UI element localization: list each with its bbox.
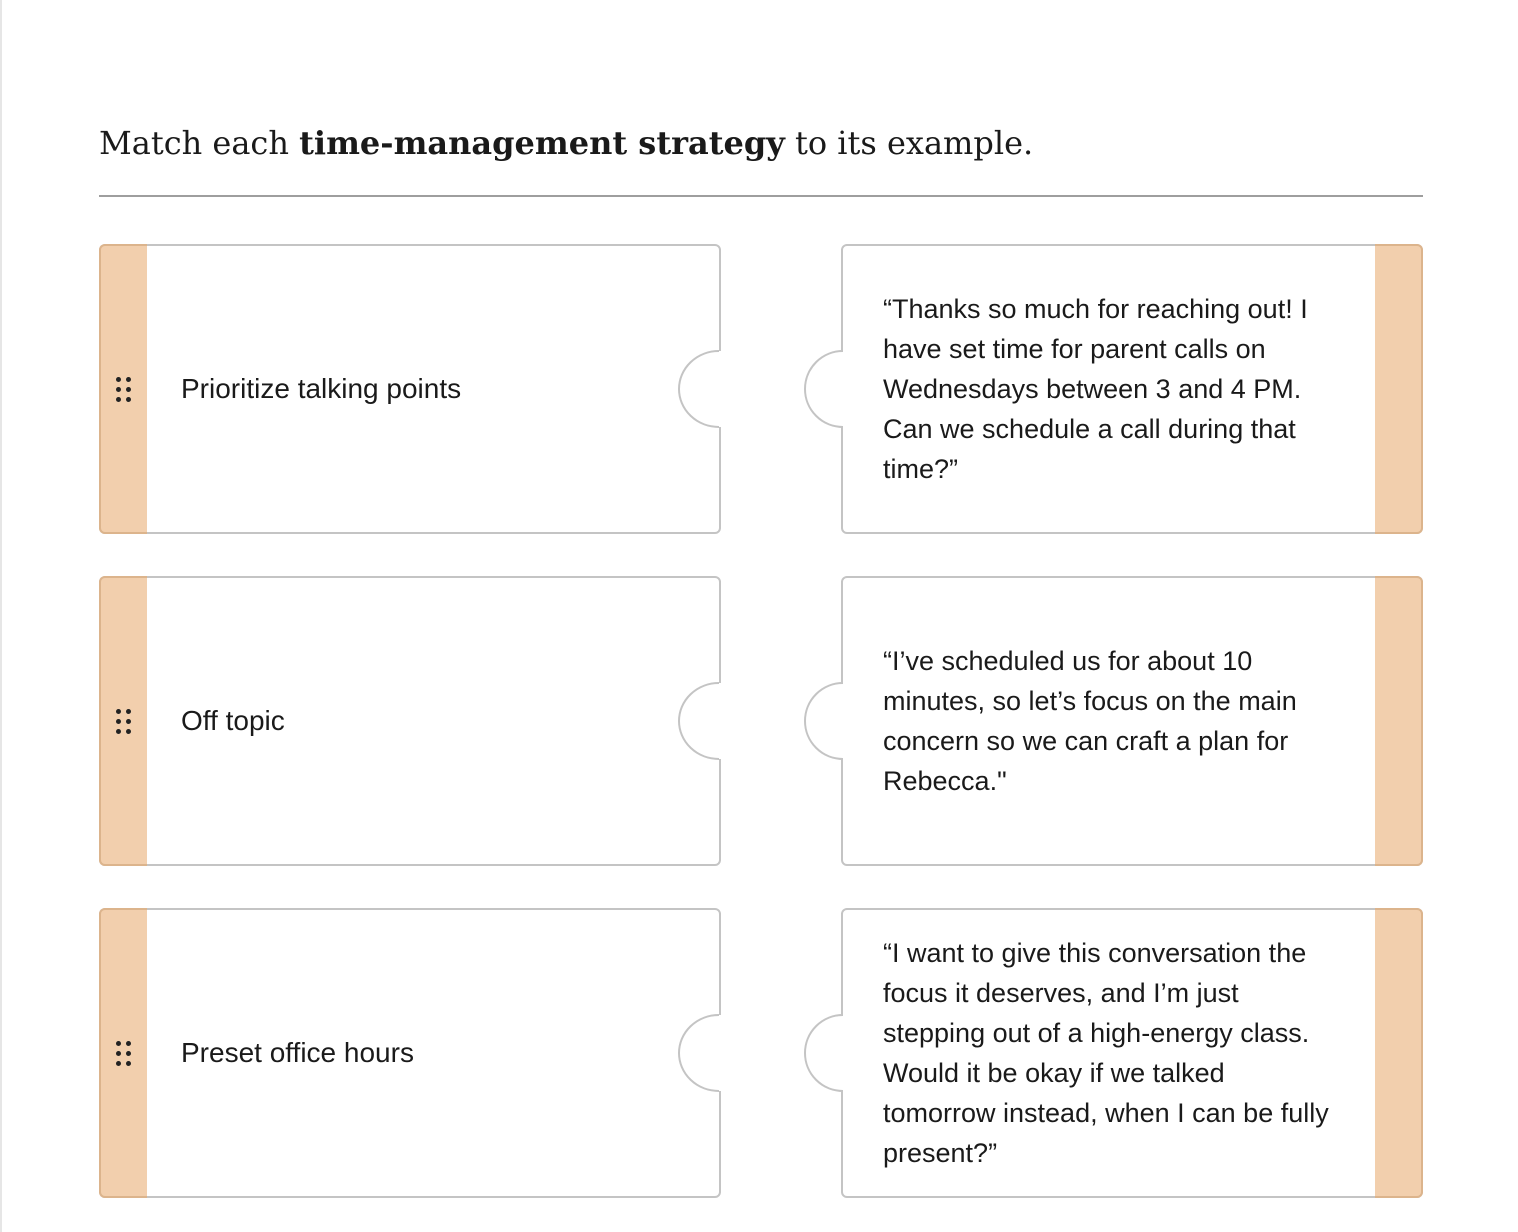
match-row (0, 244, 1518, 536)
match-row (0, 908, 1518, 1200)
socket-connector-icon (679, 349, 721, 429)
match-row (0, 576, 1518, 868)
instruction-emphasis: time-management strategy (299, 124, 785, 162)
socket-connector-icon (679, 681, 721, 761)
plug-connector-icon (803, 1013, 843, 1093)
instruction-suffix: to its example. (784, 124, 1034, 162)
card-stripe (1375, 576, 1423, 866)
example-card (841, 576, 1423, 866)
term-label: Prioritize talking points (181, 373, 462, 404)
socket-connector-icon (679, 1013, 721, 1093)
draggable-term-card[interactable] (99, 244, 721, 534)
example-card (841, 244, 1423, 534)
plug-connector-icon (803, 681, 843, 761)
heading-divider (99, 195, 1423, 197)
instruction-heading (99, 124, 1033, 162)
instruction-prefix: Match each (99, 124, 300, 162)
term-label: Off topic (181, 705, 285, 736)
draggable-term-card[interactable] (99, 576, 721, 866)
plug-connector-icon (803, 349, 843, 429)
term-label: Preset office hours (181, 1037, 414, 1068)
example-text: “Thanks so much for reaching out! I have set time for parent calls on Wednesdays between 3 and 4 PM. Can we schedule a call during that time?” (883, 294, 1308, 484)
drag-handle-icon[interactable] (115, 374, 131, 404)
card-stripe (1375, 244, 1423, 534)
card-stripe (1375, 908, 1423, 1198)
draggable-term-card[interactable] (99, 908, 721, 1198)
drag-handle-icon[interactable] (115, 1038, 131, 1068)
example-text: “I’ve scheduled us for about 10 minutes, so let’s focus on the main concern so we can craft a plan for Rebecca." (883, 646, 1297, 796)
drag-handle-icon[interactable] (115, 706, 131, 736)
example-card (841, 908, 1423, 1198)
example-text: “I want to give this conversation the focus it deserves, and I’m just stepping out of a high-energy class. Would it be okay if we talked tomorrow instead, when I can be fully present?” (883, 938, 1329, 1168)
